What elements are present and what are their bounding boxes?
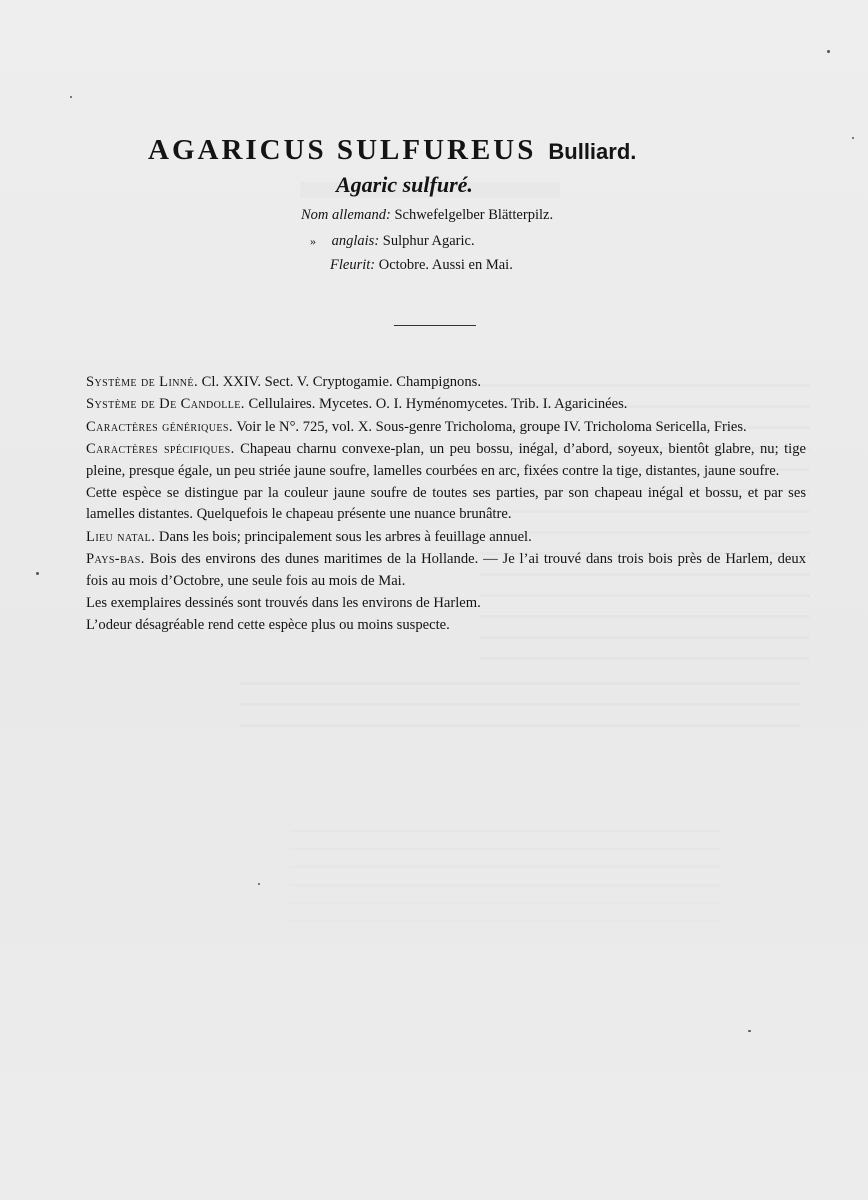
- section-text: Cette espèce se distingue par la couleur jaune soufre de toutes ses parties, par son chapeau inégal et bossu, et par ses lamelles distantes. Quelquefois le chapeau présente une nuance brunâtre.: [86, 485, 806, 523]
- bleed-through-block: [240, 670, 800, 740]
- description-body: [86, 372, 806, 638]
- section-text: Voir le N°. 725, vol. X. Sous-genre Tricholoma, groupe IV. Tricholoma Sericella, Fries.: [236, 418, 747, 435]
- section-heading: Lieu natal.: [86, 528, 156, 545]
- section-text: Cellulaires. Mycetes. O. I. Hyménomycetes. Trib. I. Agaricinées.: [248, 396, 628, 413]
- section-netherlands: [86, 549, 806, 592]
- flowering-label: Fleurit:: [330, 257, 376, 273]
- section-specimens: [86, 593, 806, 614]
- section-text: Chapeau charnu convexe-plan, un peu bossu, inégal, d’abord, soyeux, bientôt glabre, nu; tige pleine, presque égale, un peu striée jaune soufre, lamelles courbées en arc, fixées contre la tige, distantes, jaune soufre.: [86, 441, 806, 479]
- german-name-value: Schwefelgelber Blätterpilz.: [394, 207, 554, 223]
- flowering-value: Octobre. Aussi en Mai.: [378, 257, 513, 273]
- species-author: Bulliard.: [548, 139, 637, 164]
- section-distinction: [86, 483, 806, 526]
- bleed-through-block: [290, 820, 720, 930]
- section-heading: Système de Linné.: [86, 374, 198, 390]
- section-text: Dans les bois; principalement sous les arbres à feuillage annuel.: [158, 528, 532, 545]
- section-heading: Système de De Candolle.: [86, 396, 245, 413]
- section-text: L’odeur désagréable rend cette espèce plus ou moins suspecte.: [86, 617, 450, 634]
- title-line: [148, 134, 636, 167]
- species-title: AGARICUS SULFUREUS: [148, 134, 537, 166]
- section-text: Cl. XXIV. Sect. V. Cryptogamie. Champignons.: [201, 374, 481, 390]
- paper-speck: [748, 1030, 751, 1032]
- flowering-line: [330, 257, 513, 274]
- section-generic: [86, 417, 806, 438]
- section-heading: Pays-bas.: [86, 551, 145, 568]
- english-name-line: [310, 233, 475, 250]
- paper-speck: [827, 50, 830, 53]
- german-name-label: Nom allemand:: [301, 207, 391, 223]
- section-text: Bois des environs des dunes maritimes de la Hollande. — Je l’ai trouvé dans trois bois près de Harlem, deux fois au mois d’Octobre, une seule fois au mois de Mai.: [86, 551, 806, 589]
- english-name-value: Sulphur Agaric.: [382, 233, 475, 249]
- section-heading: Caractères spécifiques.: [86, 441, 235, 458]
- section-heading: Caractères génériques.: [86, 418, 233, 435]
- section-text: Les exemplaires dessinés sont trouvés dans les environs de Harlem.: [86, 595, 481, 612]
- section-linne: [86, 372, 806, 393]
- separator-rule: [394, 325, 476, 326]
- section-candolle: [86, 394, 806, 415]
- english-name-label: anglais:: [331, 233, 380, 249]
- paper-speck: [70, 96, 72, 98]
- german-name-line: [301, 207, 553, 224]
- paper-speck: [852, 137, 854, 139]
- paper-speck: [36, 572, 39, 575]
- common-name-subtitle: Agaric sulfuré.: [336, 172, 473, 197]
- section-specific: [86, 439, 806, 482]
- ditto-mark: »: [310, 234, 316, 248]
- paper-speck: [258, 883, 260, 885]
- section-odour: [86, 615, 806, 636]
- section-habitat: [86, 527, 806, 548]
